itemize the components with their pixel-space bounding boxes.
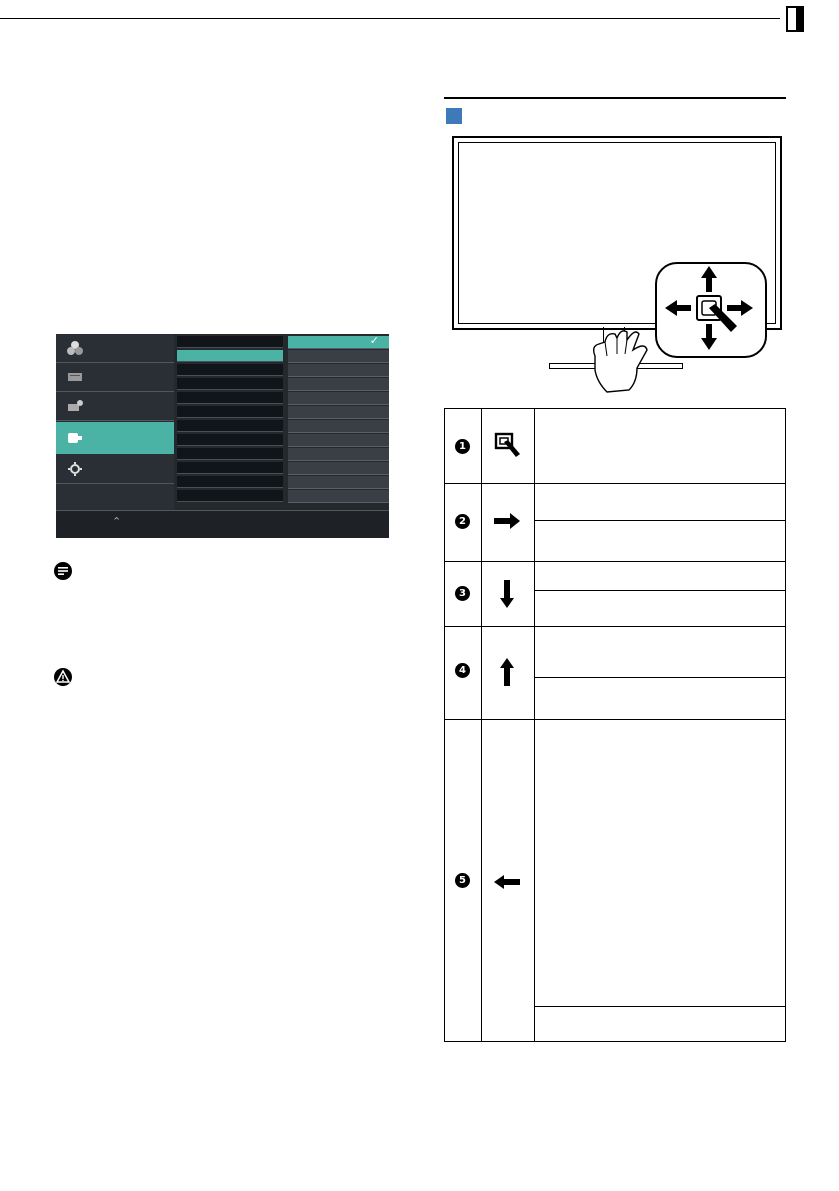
osd-value-row	[288, 392, 389, 405]
osd-sidebar-item-picture	[56, 363, 174, 392]
osd-option-row	[177, 434, 283, 446]
setup-icon	[67, 462, 83, 476]
osd-value-row-selected	[288, 336, 389, 349]
osd-option-row-active	[177, 350, 283, 362]
top-rule	[0, 18, 780, 19]
row-number-3: 3	[455, 586, 470, 601]
osd-value-row	[288, 490, 389, 503]
osd-option-row	[177, 364, 283, 376]
section-rule	[444, 97, 786, 99]
row-number-1: 1	[455, 439, 470, 454]
hand-icon	[585, 320, 665, 396]
picture-icon	[67, 370, 83, 384]
caret-up-icon: ⌃	[112, 516, 122, 528]
osd-option-row	[177, 448, 283, 460]
row-number-2: 2	[455, 514, 470, 529]
osd-sidebar-item-input	[56, 392, 174, 421]
osd-value-row	[288, 364, 389, 377]
osd-option-row	[177, 392, 283, 404]
side-tab-icon	[786, 6, 804, 32]
osd-option-row	[177, 420, 283, 432]
osd-value-row	[288, 462, 389, 475]
joystick-zoom-callout	[655, 262, 767, 358]
osd-sidebar-empty	[56, 484, 174, 513]
row-number-5: 5	[455, 873, 470, 888]
joystick-arrows-icon	[655, 262, 763, 354]
osd-value-row	[288, 448, 389, 461]
osd-value-row	[288, 476, 389, 489]
osd-value-row	[288, 350, 389, 363]
arrow-left-icon	[494, 875, 520, 889]
section-marker	[446, 108, 462, 124]
osd-value-row	[288, 378, 389, 391]
warning-icon	[54, 668, 72, 686]
osd-option-row	[177, 476, 283, 488]
osd-sidebar-item-color	[56, 334, 174, 363]
audio-icon	[67, 431, 83, 445]
osd-sidebar-item-audio	[56, 422, 174, 454]
page-side-badge	[785, 6, 805, 32]
osd-option-row	[177, 462, 283, 474]
osd-value-row	[288, 406, 389, 419]
controls-table	[444, 408, 786, 1042]
osd-sidebar	[56, 334, 174, 537]
color-icon	[67, 341, 83, 355]
osd-footer	[56, 510, 389, 538]
osd-joystick-icon	[494, 432, 524, 460]
osd-option-row	[177, 406, 283, 418]
arrow-right-icon	[494, 513, 520, 529]
osd-menu-screenshot	[56, 334, 389, 537]
osd-option-row	[177, 336, 283, 348]
note-icon	[54, 562, 72, 580]
osd-value-row	[288, 434, 389, 447]
osd-option-row	[177, 378, 283, 390]
osd-option-row	[177, 490, 283, 502]
check-icon: ✓	[369, 335, 379, 347]
arrow-up-icon	[500, 658, 514, 686]
arrow-down-icon	[500, 580, 514, 608]
osd-value-row	[288, 420, 389, 433]
osd-sidebar-item-setup	[56, 455, 174, 484]
input-icon	[67, 399, 83, 413]
row-number-4: 4	[455, 663, 470, 678]
